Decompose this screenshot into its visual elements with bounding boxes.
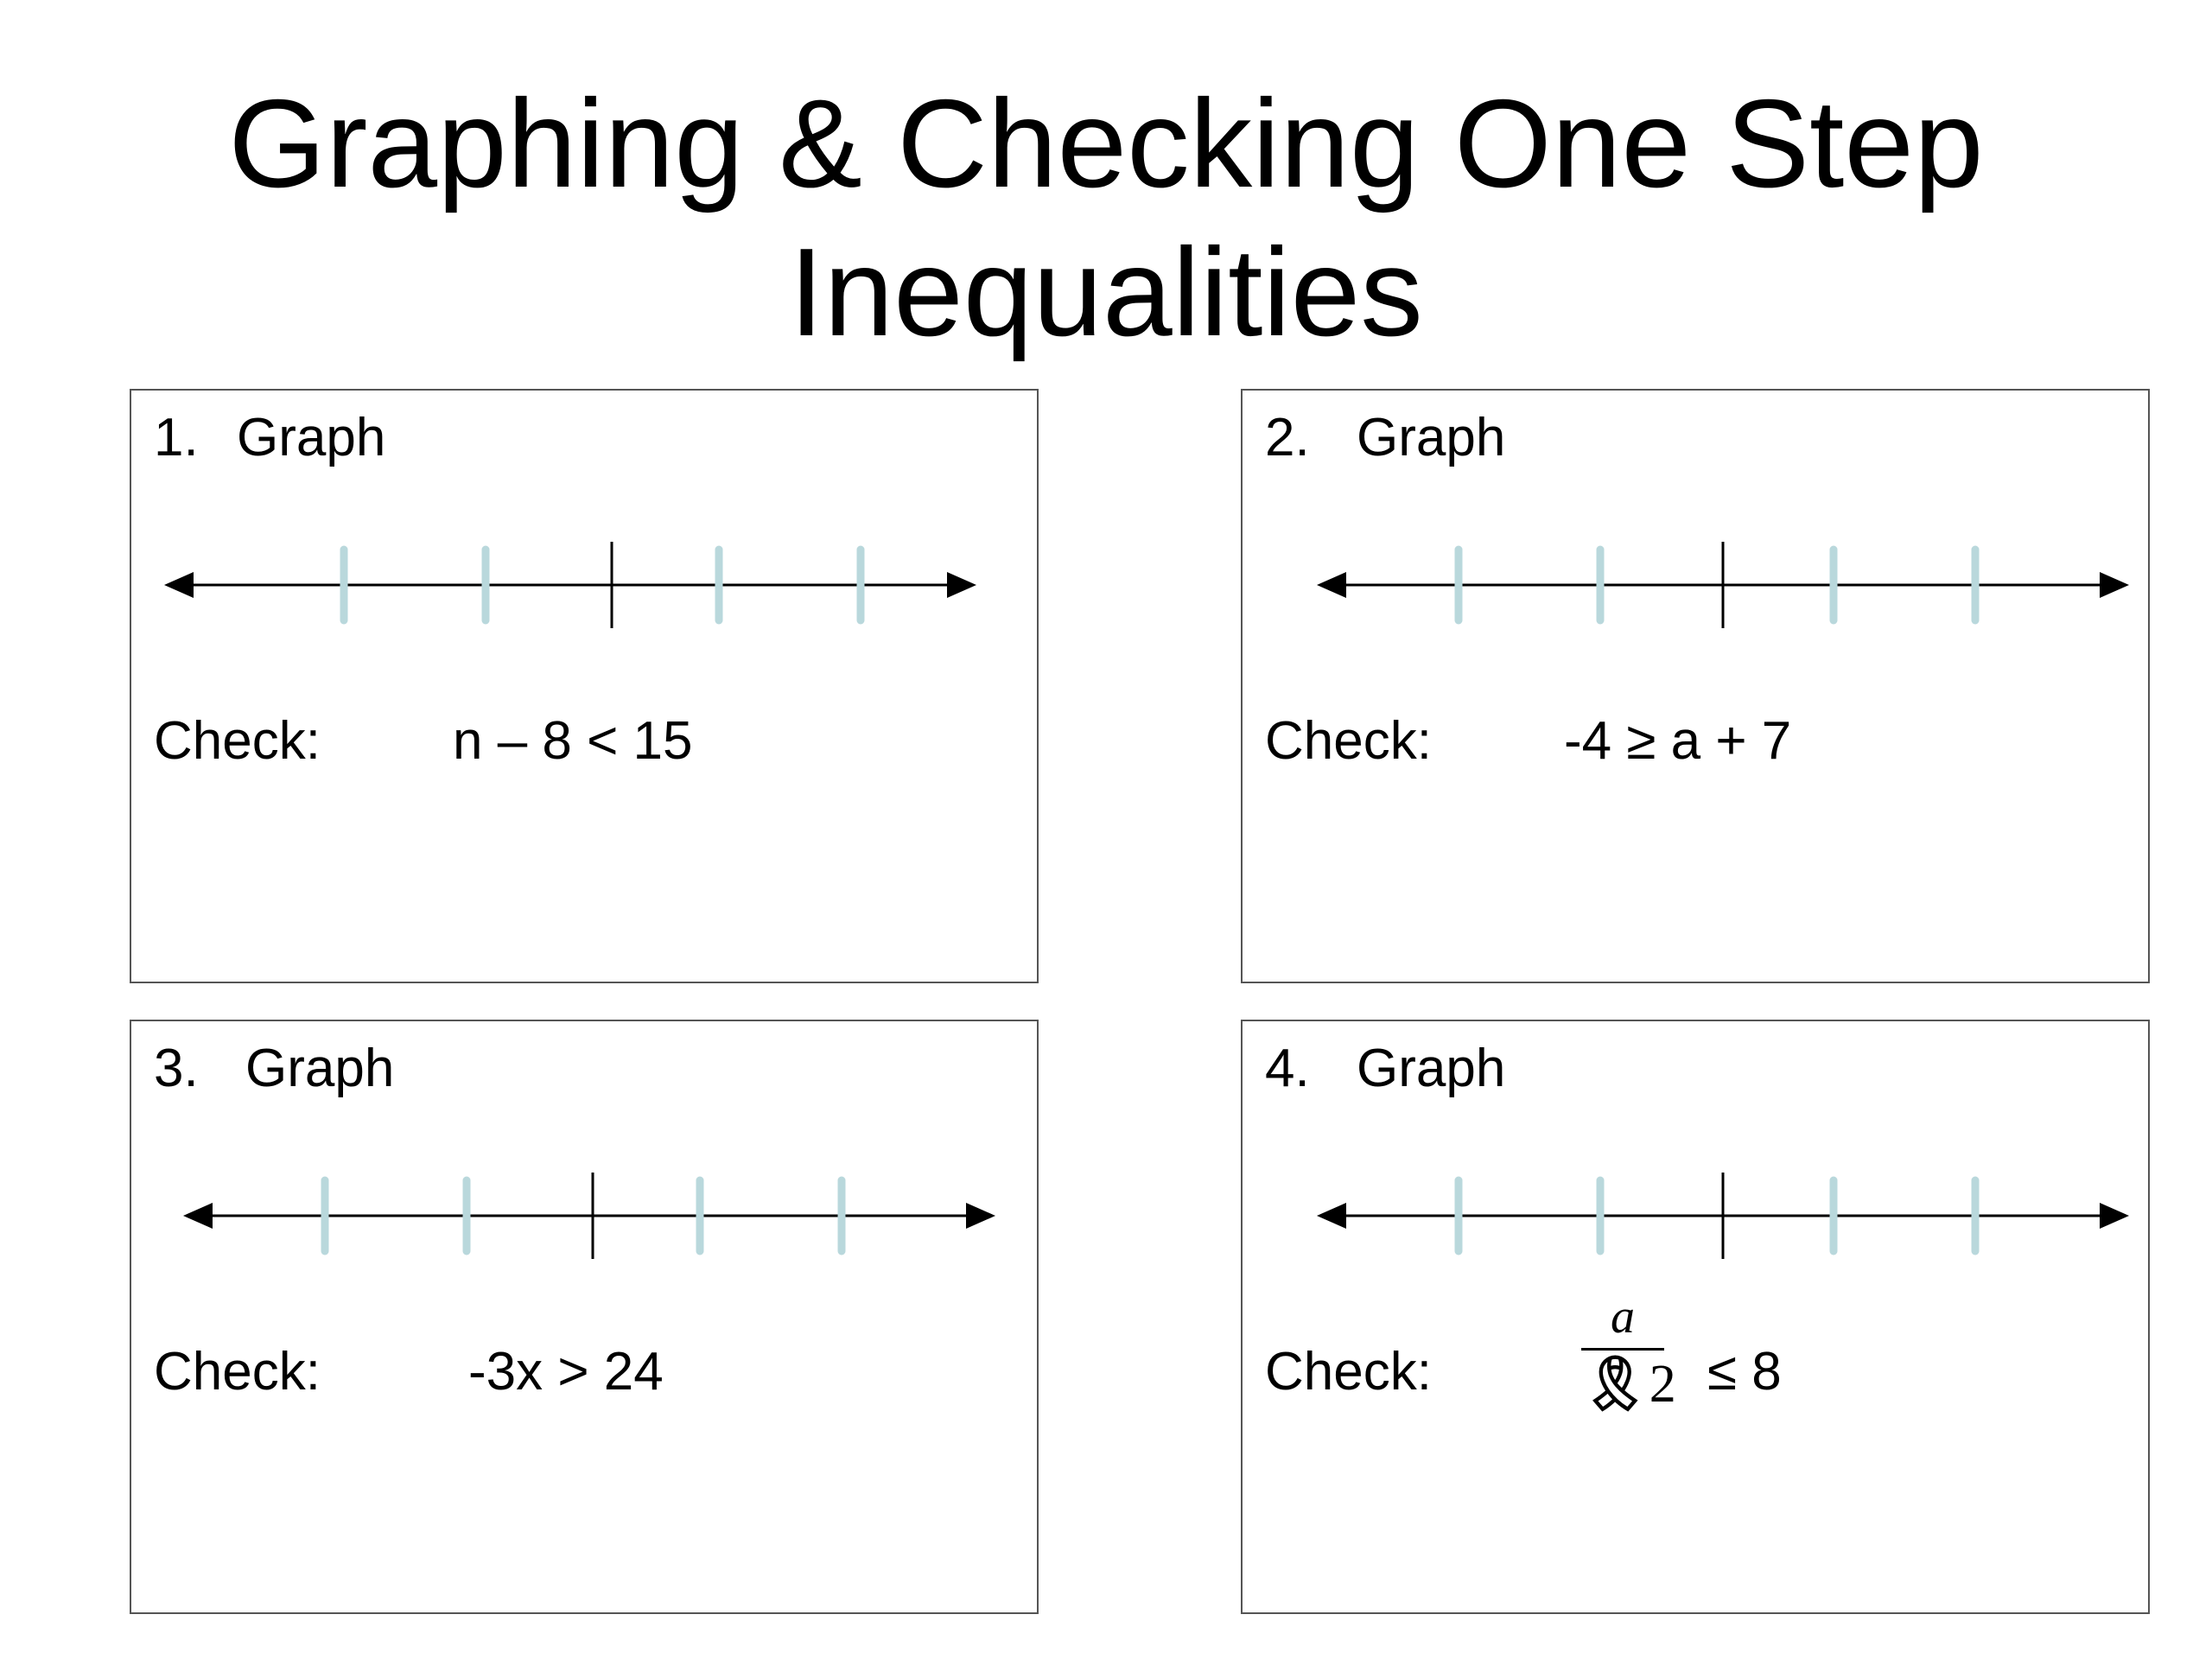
problem-1-graph-label: Graph — [237, 408, 386, 467]
problem-4-inequality — [1581, 1289, 1840, 1462]
problem-4-graph-label: Graph — [1357, 1039, 1506, 1098]
check-label: Check: — [1265, 711, 1432, 771]
problem-4-number: 4. — [1265, 1039, 1310, 1098]
problem-2-graph-label: Graph — [1357, 408, 1506, 467]
problem-2-inequality: -4 ≥ a + 7 — [1564, 711, 1792, 771]
problem-4-heading — [1265, 1039, 1505, 1099]
left-arrow-icon — [183, 1203, 213, 1229]
problem-3-number-line[interactable] — [183, 1168, 995, 1263]
problem-1-heading — [154, 408, 385, 468]
right-arrow-icon — [2100, 1203, 2129, 1229]
problem-3-heading — [154, 1039, 394, 1099]
left-arrow-icon — [1317, 572, 1346, 598]
right-arrow-icon — [966, 1203, 995, 1229]
page-title — [0, 69, 2212, 366]
fraction — [1581, 1289, 1676, 1414]
problem-3-inequality: -3x > 24 — [468, 1342, 664, 1402]
fraction-bar — [1581, 1348, 1664, 1351]
problem-3-graph-label: Graph — [245, 1039, 395, 1098]
title-line-1: Graphing & Checking One Step — [228, 73, 1984, 213]
ribbon-glyph: 🎗 — [1581, 1355, 1649, 1414]
check-label: Check: — [1265, 1342, 1432, 1402]
right-arrow-icon — [947, 572, 976, 598]
inequality-rhs: ≤ 8 — [1707, 1342, 1782, 1402]
check-label: Check: — [154, 1342, 321, 1402]
fraction-denominator — [1581, 1354, 1676, 1414]
problem-1-number-line[interactable] — [164, 537, 976, 632]
left-arrow-icon — [1317, 1203, 1346, 1229]
denominator-digit: 2 — [1649, 1355, 1676, 1414]
problem-4-number-line[interactable] — [1317, 1168, 2129, 1263]
problem-2-box — [1241, 389, 2150, 983]
title-line-2: Inequalities — [789, 222, 1423, 362]
problem-3-box — [130, 1020, 1039, 1614]
problem-3-number: 3. — [154, 1039, 199, 1098]
problem-4-box — [1241, 1020, 2150, 1614]
problem-1-number: 1. — [154, 408, 199, 467]
left-arrow-icon — [164, 572, 194, 598]
problem-2-number: 2. — [1265, 408, 1310, 467]
fraction-numerator: a — [1611, 1290, 1635, 1344]
problem-1-box — [130, 389, 1039, 983]
problem-2-heading — [1265, 408, 1505, 468]
check-label: Check: — [154, 711, 321, 771]
problem-2-number-line[interactable] — [1317, 537, 2129, 632]
right-arrow-icon — [2100, 572, 2129, 598]
problem-1-inequality: n – 8 < 15 — [453, 711, 693, 771]
